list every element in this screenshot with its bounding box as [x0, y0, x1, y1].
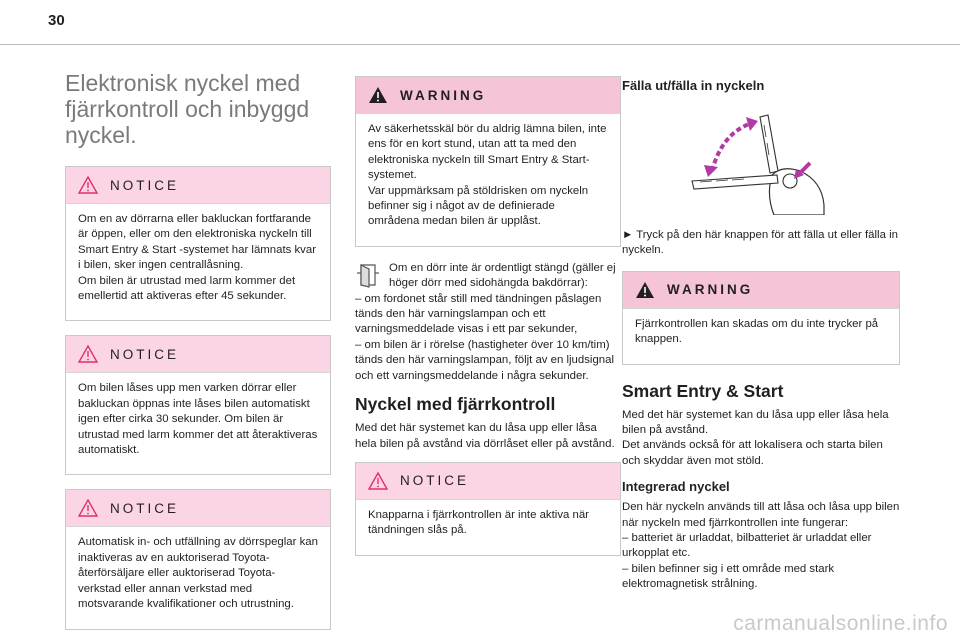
- notice-box-4: [355, 462, 621, 556]
- integrated-key-heading: Integrerad nyckel: [622, 479, 730, 495]
- smart-entry-heading: Smart Entry & Start: [622, 380, 784, 401]
- warning-box-2: [622, 271, 900, 365]
- notice-header: [66, 490, 330, 527]
- remote-key-text: Med det här systemet kan du låsa upp eller låsa hela bilen på avstånd via dörrlåset eller på avstånd.: [355, 422, 615, 450]
- warning-label: WARNING: [400, 87, 487, 103]
- door-open-icon: [355, 261, 381, 289]
- notice-label: NOTICE: [110, 177, 180, 193]
- notice-label: NOTICE: [110, 346, 180, 362]
- integrated-key-text: Den här nyckeln används till att låsa och låsa upp bilen när nyckeln med fjärrkontrollen inte fungerar: – batteriet är urladdat, bilbatteriet är urladdat eller urkopplat etc. – bilen befinner sig i ett område med stark elektromagnetisk strålning.: [622, 501, 900, 591]
- warning-triangle-icon: [78, 176, 98, 194]
- remote-key-heading: Nyckel med fjärrkontroll: [355, 394, 556, 415]
- column-1: [65, 66, 331, 644]
- notice-text: Automatisk in- och utfällning av dörrspeglar kan inaktiveras av en auktoriserad Toyota-återförsäljare eller auktoriserad Toyota-verkstad eller annan verkstad med motsvarande kvalifikationer och utrustning.: [78, 536, 318, 611]
- column-3: [622, 74, 900, 599]
- door-warning-text: Om en dörr inte är ordentligt stängd (gäller ej höger dörr med sidohängda bakdörrar): – om fordonet står still med tändningen påslagen tänds den här varningslampan och ett varningsmeddelade visas i ett par sekunder, – om bilen är i rörelse (hastigheter över 10 km/tim) tänds den här varningslampan, följt av en ljudsignal och ett varningsmeddelande i några sekunder.: [355, 261, 616, 382]
- warning-text: Av säkerhetsskäl bör du aldrig lämna bilen, inte ens för en kort stund, utan att ta med den elektroniska nyckeln till Smart Entry & Start-systemet. Var uppmärksam på stöldrisken om nyckeln befinner sig i något av de definierade områdena medan bilen är upplåst.: [368, 123, 607, 228]
- warning-triangle-icon: [78, 499, 98, 517]
- notice-text: Om bilen låses upp men varken dörrar eller bakluckan öppnas inte låses bilen automatiskt igen efter cirka 30 sekunder. Om bilen är utrustad med larm kommer det att återaktiveras automatiskt.: [78, 382, 318, 457]
- warning-header: [623, 272, 899, 309]
- warning-label: WARNING: [667, 282, 754, 298]
- notice-box-1: [65, 166, 331, 321]
- warning-text: Fjärrkontrollen kan skadas om du inte trycker på knappen.: [635, 317, 879, 346]
- column-2: [355, 76, 621, 570]
- fold-key-instruction: ► Tryck på den här knappen för att fälla ut eller fälla in nyckeln.: [622, 229, 898, 257]
- notice-text: Knapparna i fjärrkontrollen är inte aktiva när tändningen slås på.: [368, 508, 589, 537]
- notice-box-3: [65, 489, 331, 629]
- notice-header: [356, 463, 620, 500]
- notice-label: NOTICE: [400, 473, 470, 489]
- warning-triangle-icon: [78, 345, 98, 363]
- notice-header: [66, 167, 330, 204]
- warning-triangle-icon: [368, 472, 388, 490]
- notice-header: [66, 336, 330, 373]
- page-number: 30: [48, 12, 65, 29]
- notice-label: NOTICE: [110, 500, 180, 516]
- header-rule: [0, 44, 960, 45]
- warning-header: [356, 77, 620, 114]
- watermark: carmanualsonline.info: [733, 612, 948, 635]
- warning-box: [355, 76, 621, 247]
- notice-text: Om en av dörrarna eller bakluckan fortfarande är öppen, eller om den elektroniska nyckeln till Smart Entry & Start -systemet har lämnats kvar i bilen, sker ingen centrallåsning. Om bilen är utrustad med larm kommer det emellertid att aktiveras efter 45 sekunder.: [78, 213, 317, 303]
- warning-triangle-icon: [635, 281, 655, 299]
- smart-entry-text: Med det här systemet kan du låsa upp eller låsa hela bilen på avstånd. Det används också för att lokalisera och starta bilen och skyddar även mot stöld.: [622, 408, 889, 467]
- section-title: Elektronisk nyckel med fjärrkontroll och inbyggd nyckel.: [65, 70, 310, 148]
- key-fob-illustration: [682, 105, 832, 215]
- door-warning-paragraph: [355, 261, 621, 384]
- fold-key-heading: Fälla ut/fälla in nyckeln: [622, 78, 765, 93]
- warning-triangle-icon: [368, 86, 388, 104]
- notice-box-2: [65, 335, 331, 475]
